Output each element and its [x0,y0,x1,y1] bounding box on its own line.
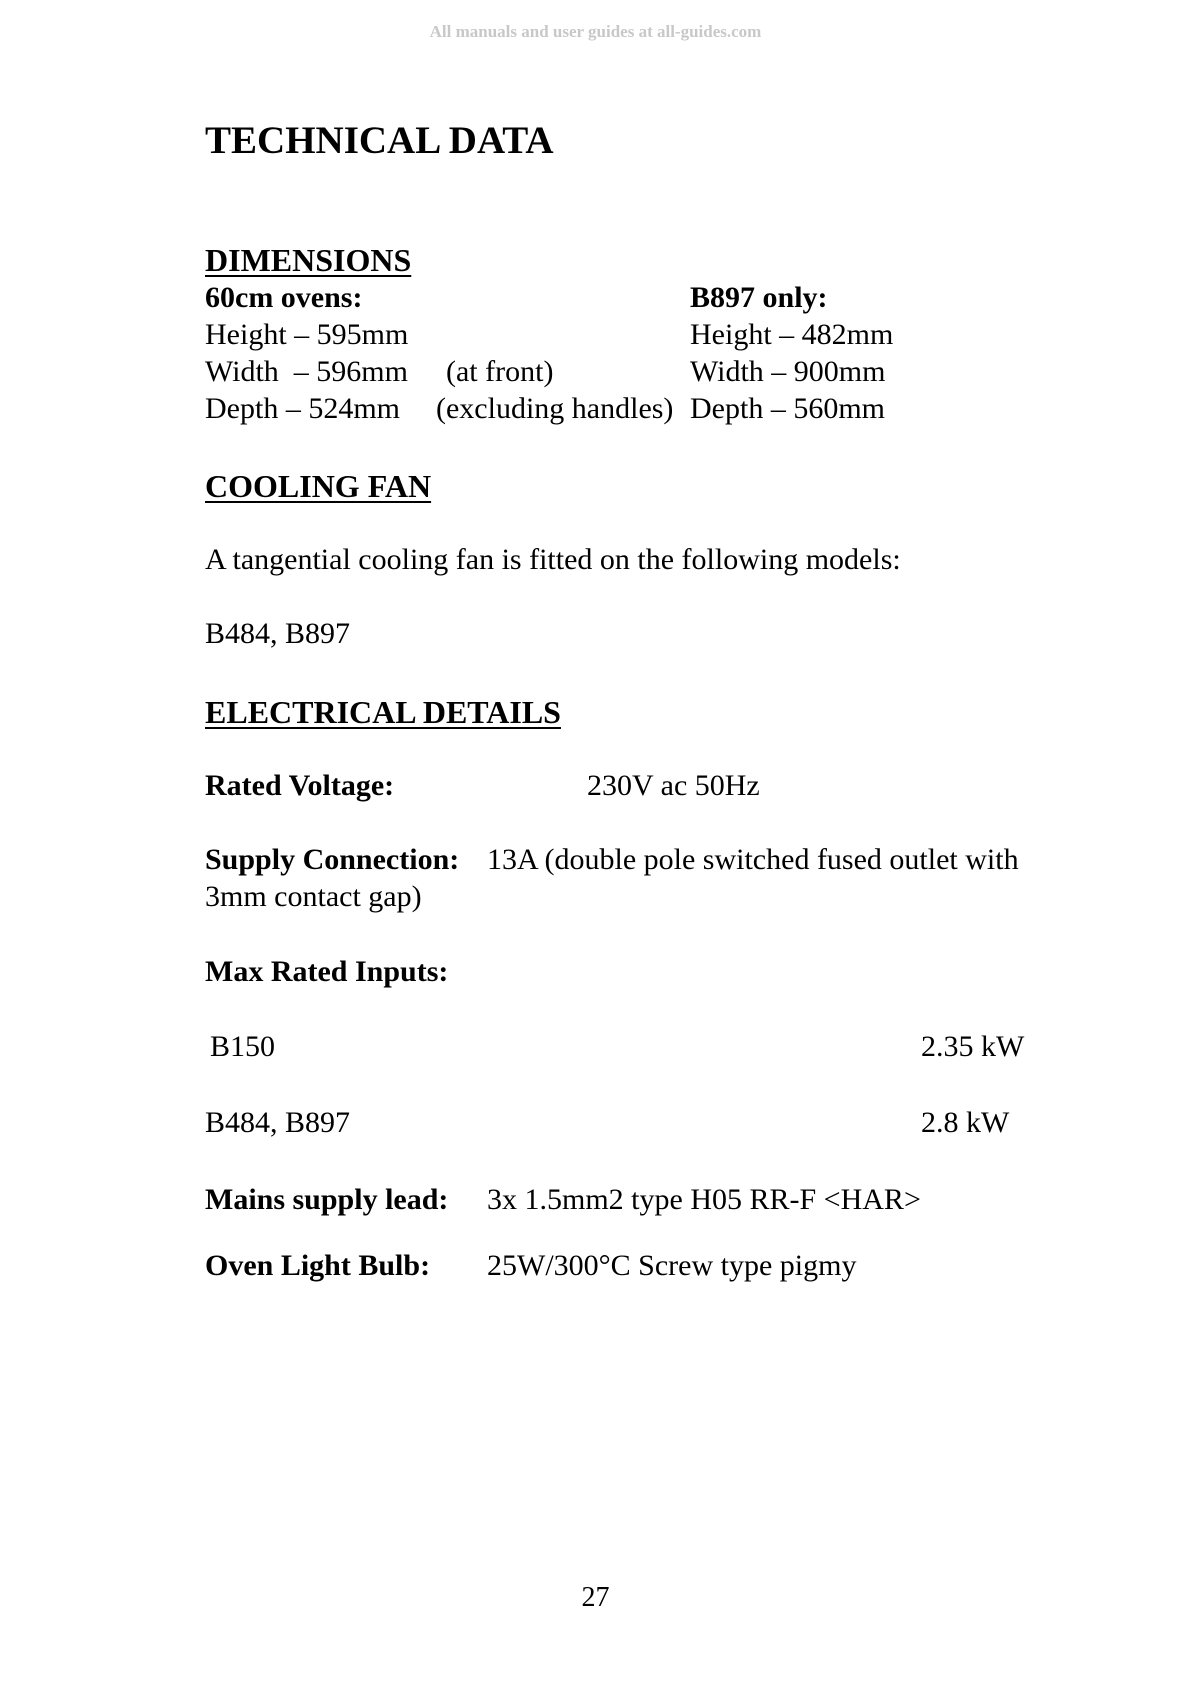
dimensions-left-depth: Depth – 524mm [205,392,400,425]
dimensions-left-width: Width – 596mm [205,355,408,388]
input-power: 2.35 kW [921,1030,1025,1063]
dimensions-right-label: B897 only: [690,281,828,314]
page-number: 27 [581,1582,610,1613]
rated-voltage-value: 230V ac 50Hz [587,769,760,802]
supply-connection-label: Supply Connection: [205,843,460,876]
mains-supply-lead-label: Mains supply lead: [205,1183,449,1216]
input-power: 2.8 kW [921,1106,1010,1139]
input-model: B150 [210,1030,276,1063]
dimensions-heading: DIMENSIONS [205,242,412,278]
dimensions-left-label: 60cm ovens: [205,281,363,314]
watermark: All manuals and user guides at all-guides.com [429,22,762,41]
dimensions-right-height: Height – 482mm [690,318,894,351]
max-rated-inputs-label: Max Rated Inputs: [205,955,449,988]
electrical-heading: ELECTRICAL DETAILS [205,694,561,730]
supply-connection-value: 13A (double pole switched fused outlet with [487,843,1019,876]
oven-light-bulb-label: Oven Light Bulb: [205,1249,431,1282]
cooling-fan-models: B484, B897 [205,617,351,650]
dimensions-left-height: Height – 595mm [205,318,409,351]
input-model: B484, B897 [205,1106,351,1139]
cooling-fan-heading: COOLING FAN [205,468,432,504]
supply-connection-value-cont: 3mm contact gap) [205,880,422,913]
dimensions-left-depth-note: (excluding handles) [436,392,674,425]
rated-voltage-label: Rated Voltage: [205,769,395,802]
dimensions-right-width: Width – 900mm [690,355,886,388]
page-title: TECHNICAL DATA [205,119,554,162]
dimensions-left-width-note: (at front) [446,355,554,388]
mains-supply-lead-value: 3x 1.5mm2 type H05 RR-F <HAR> [487,1183,921,1216]
cooling-fan-text: A tangential cooling fan is fitted on the following models: [205,543,901,576]
oven-light-bulb-value: 25W/300°C Screw type pigmy [487,1249,857,1282]
dimensions-right-depth: Depth – 560mm [690,392,885,425]
